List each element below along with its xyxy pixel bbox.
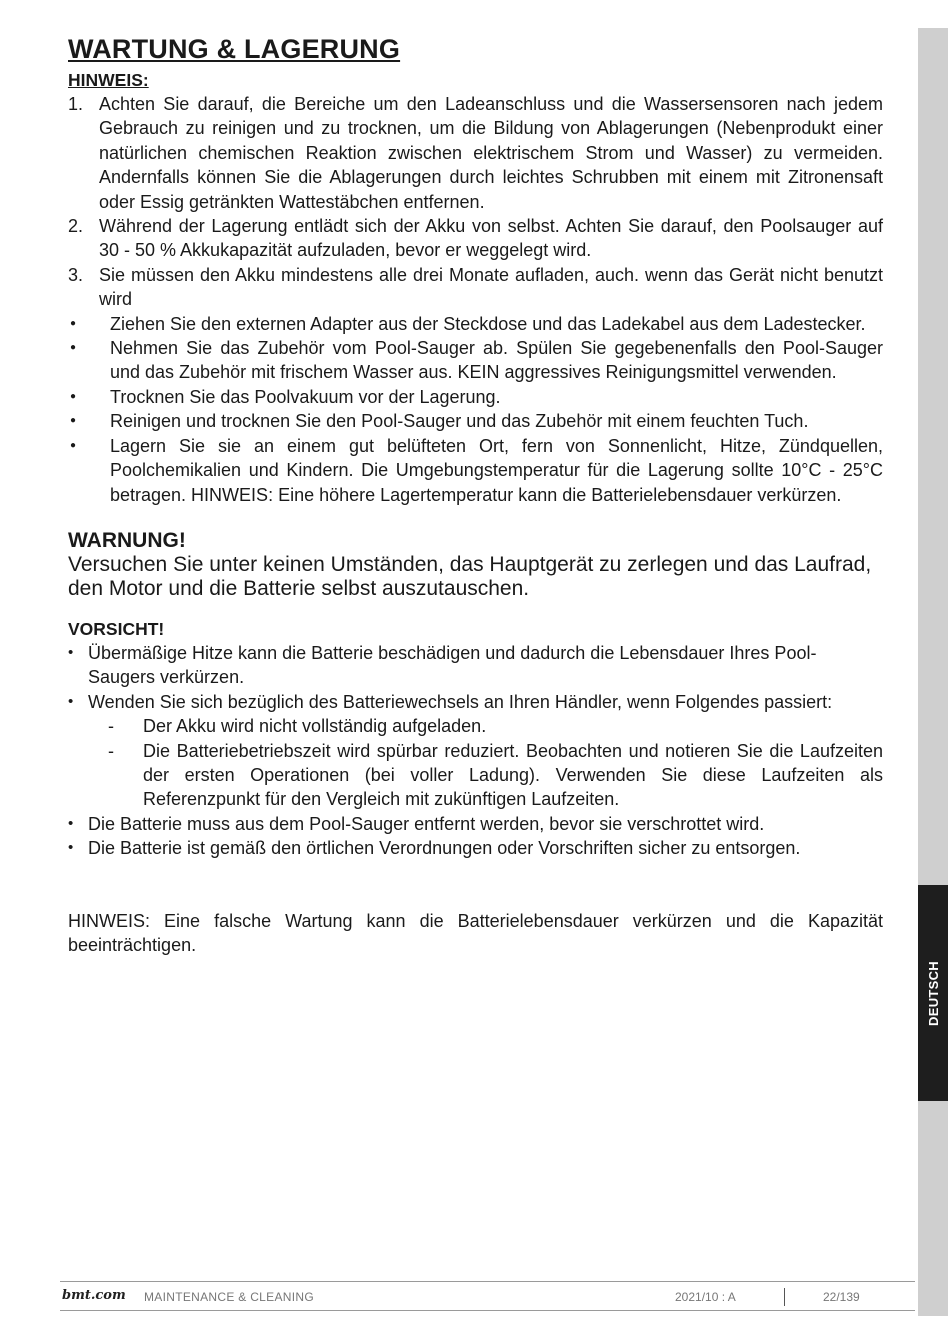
list-text: Ziehen Sie den externen Adapter aus der Steckdose und das Ladekabel aus dem Ladestecker. (110, 313, 866, 334)
list-item (68, 385, 883, 409)
list-text: Trocknen Sie das Poolvakuum vor der Lagerung. (110, 386, 501, 407)
dash-item (68, 714, 883, 738)
list-item (68, 214, 883, 263)
caution-text: Übermäßige Hitze kann die Batterie beschädigen und dadurch die Lebensdauer Ihres Pool-Saugers verkürzen. (88, 642, 817, 688)
caution-item (68, 641, 883, 690)
list-number: 3. (68, 264, 84, 285)
caution-text: Die Batterie muss aus dem Pool-Sauger entfernt werden, bevor sie verschrottet wird. (88, 813, 765, 834)
list-text: Reinigen und trocknen Sie den Pool-Sauger und das Zubehör mit einem feuchten Tuch. (110, 411, 809, 432)
brand-logo: bmt.com (62, 1288, 126, 1303)
page-footer (60, 1288, 915, 1308)
page-content (68, 32, 883, 957)
bullet-icon: • (68, 839, 74, 857)
footer-section: MAINTENANCE & CLEANING (144, 1290, 314, 1304)
bullet-icon: ● (70, 342, 77, 354)
bullet-list (68, 312, 883, 507)
list-text: Während der Lagerung entlädt sich der Akku von selbst. Achten Sie darauf, den Poolsauger auf 30 - 50 % Akkukapazität aufzuladen, bevor er weggelegt wird. (99, 216, 883, 261)
list-item (68, 92, 883, 214)
caution-text: Die Batterie ist gemäß den örtlichen Verordnungen oder Vorschriften sicher zu entsorgen. (88, 838, 801, 859)
bullet-icon: ● (70, 317, 77, 329)
list-item (68, 263, 883, 312)
page-title: WARTUNG & LAGERUNG (68, 34, 401, 64)
footer-separator (784, 1288, 785, 1306)
bullet-icon: ● (70, 415, 77, 427)
caution-item (68, 836, 883, 860)
caution-text: Wenden Sie sich bezüglich des Batteriewechsels an Ihren Händler, wenn Folgendes passiert: (88, 691, 833, 712)
warning-heading: WARNUNG! (68, 528, 186, 552)
list-item (68, 409, 883, 433)
page-number: 22/139 (823, 1290, 860, 1304)
list-number: 2. (68, 216, 84, 237)
list-item (68, 336, 883, 385)
list-text: Lagern Sie sie an einem gut belüfteten Ort, fern von Sonnenlicht, Hitze, Zündquellen, Poolchemikalien und Kindern. Die Umgebungstemperatur für die Lagerung sollte 10°C - 25°C betragen. HINWEIS: Eine höhere Lagertemperatur kann die Batterielebensdauer verkürzen. (110, 435, 883, 505)
bullet-icon: ● (70, 390, 77, 402)
final-note: HINWEIS: Eine falsche Wartung kann die Batterielebensdauer verkürzen und die Kapazität beeinträchtigen. (68, 910, 883, 955)
side-strip (918, 28, 948, 1316)
dash-icon: - (108, 716, 114, 737)
footer-bottom-rule (60, 1310, 915, 1311)
language-tab-label: DEUTSCH (925, 960, 941, 1026)
dash-item (68, 739, 883, 812)
bullet-icon: ● (70, 439, 77, 451)
caution-item (68, 812, 883, 836)
dash-text: Die Batteriebetriebszeit wird spürbar reduziert. Beobachten und notieren Sie die Laufzeiten der ersten Operationen (bei voller Ladung). Verwenden Sie diese Laufzeiten als Referenzpunkt für den Vergleich mit zukünftigen Laufzeiten. (143, 740, 883, 810)
caution-heading: VORSICHT! (68, 618, 165, 639)
list-item (68, 312, 883, 336)
bullet-icon: • (68, 692, 74, 710)
list-text: Nehmen Sie das Zubehör vom Pool-Sauger ab. Spülen Sie gegebenenfalls den Pool-Sauger und das Zubehör mit frischem Wasser aus. KEIN aggressives Reinigungsmittel verwenden. (110, 338, 883, 383)
numbered-list (68, 92, 883, 312)
dash-text: Der Akku wird nicht vollständig aufgeladen. (143, 716, 487, 737)
language-tab (918, 885, 948, 1101)
bullet-icon: • (68, 814, 74, 832)
footer-version: 2021/10 : A (675, 1290, 736, 1304)
note-heading: HINWEIS: (68, 70, 149, 90)
footer-top-rule (60, 1281, 915, 1282)
dash-icon: - (108, 740, 114, 761)
bullet-icon: • (68, 643, 74, 661)
warning-text: Versuchen Sie unter keinen Umständen, das Hauptgerät zu zerlegen und das Laufrad, den Motor und die Batterie selbst auszutauschen. (68, 552, 872, 600)
list-text: Sie müssen den Akku mindestens alle drei Monate aufladen, auch. wenn das Gerät nicht benutzt wird (99, 264, 883, 310)
caution-item (68, 690, 883, 714)
list-text: Achten Sie darauf, die Bereiche um den Ladeanschluss und die Wassersensoren nach jedem Gebrauch zu reinigen und zu trocknen, um die Bildung von Ablagerungen (Nebenprodukt einer natürlichen chemischen Reaktion zwischen elektrischem Strom und Wasser) zu vermeiden. Andernfalls können Sie die Ablagerungen durch leichtes Schrubben mit einem mit Zitronensaft oder Essig getränkten Wattestäbchen entfernen. (99, 94, 883, 212)
list-item (68, 434, 883, 507)
list-number: 1. (68, 94, 84, 114)
